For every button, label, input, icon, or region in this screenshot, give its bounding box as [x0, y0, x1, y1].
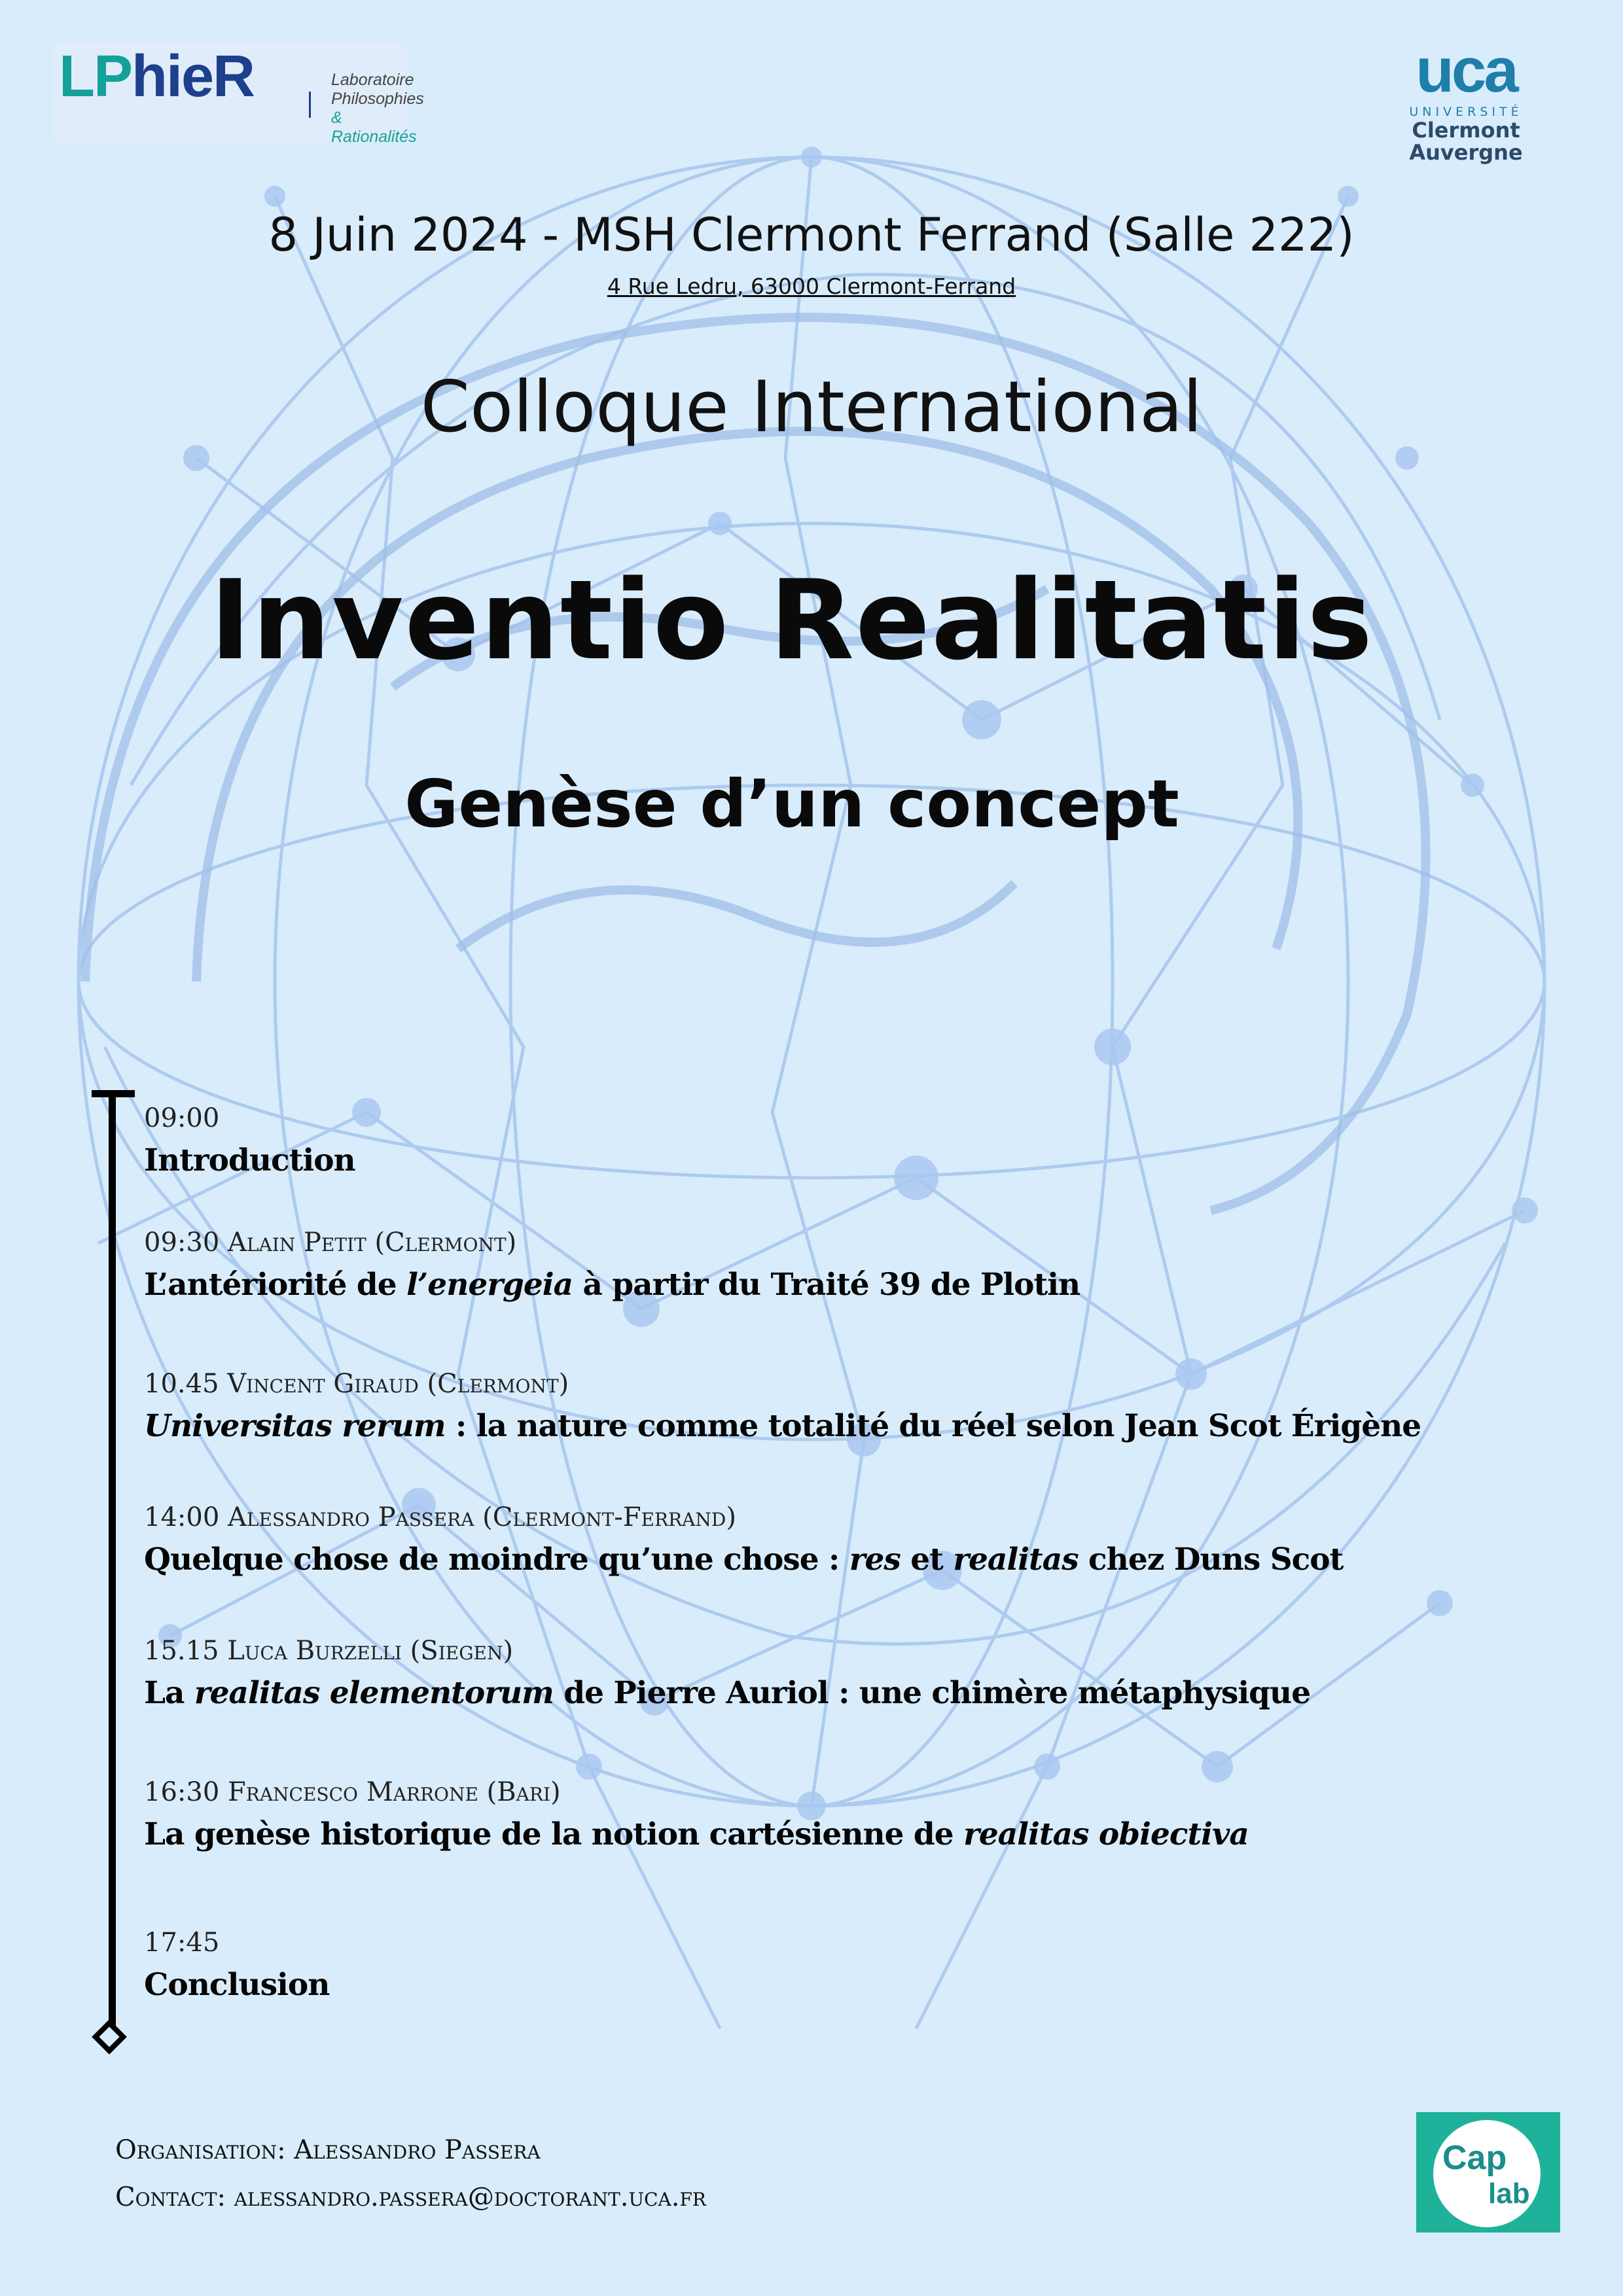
program-item-7 [144, 1928, 1584, 2003]
uca-auvergne: Auvergne [1409, 140, 1523, 165]
item-talk: Universitas rerum : la nature comme totalité du réel selon Jean Scot Érigène [144, 1408, 1421, 1444]
lphier-wordmark: LPhieR [59, 44, 255, 109]
item-time: 09:00 [144, 1103, 220, 1133]
item-time: 15.15 [144, 1636, 219, 1666]
lphier-logo [54, 43, 424, 146]
program-item-2 [144, 1227, 1584, 1303]
item-speaker: Alessandro Passera (Clermont-Ferrand) [228, 1502, 736, 1532]
item-time: 09:30 [144, 1227, 220, 1258]
program-item-1 [144, 1103, 1584, 1178]
event-title: Inventio Realitatis [209, 556, 1374, 684]
item-speaker: Francesco Marrone (Bari) [228, 1777, 561, 1807]
item-talk: L’antériorité de l’energeia à partir du Traité 39 de Plotin [144, 1267, 1080, 1303]
event-subtitle: Genèse d’un concept [404, 766, 1179, 842]
item-talk: La realitas elementorum de Pierre Auriol : une chimère métaphysique [144, 1675, 1311, 1711]
contact-line[interactable]: Contact: alessandro.passera@doctorant.uca.fr [115, 2182, 706, 2212]
item-speaker: Alain Petit (Clermont) [228, 1227, 517, 1258]
lphier-subtitle: Laboratoire Philosophies & Rationalités [331, 71, 424, 146]
event-type: Colloque International [420, 366, 1203, 448]
item-talk: Introduction [144, 1142, 355, 1178]
logo-separator [309, 92, 311, 118]
uca-clermont: Clermont [1412, 118, 1520, 143]
item-time: 10.45 [144, 1369, 219, 1399]
item-speaker: Luca Burzelli (Siegen) [227, 1636, 514, 1666]
item-talk: Conclusion [144, 1967, 330, 2003]
venue-address[interactable]: 4 Rue Ledru, 63000 Clermont-Ferrand [607, 274, 1016, 299]
item-time: 14:00 [144, 1502, 220, 1532]
program-item-4 [144, 1502, 1584, 1578]
date-venue: 8 Juin 2024 - MSH Clermont Ferrand (Salle 222) [268, 208, 1355, 262]
item-time: 17:45 [144, 1928, 220, 1958]
uca-universite: UNIVERSITÉ [1409, 105, 1523, 119]
program-item-6 [144, 1777, 1584, 1852]
item-speaker: Vincent Giraud (Clermont) [227, 1369, 569, 1399]
item-talk: Quelque chose de moindre qu’une chose : res et realitas chez Duns Scot [144, 1542, 1344, 1578]
program-item-5 [144, 1636, 1584, 1711]
footer-info [115, 2127, 706, 2221]
caplab-cap-text: Cap [1442, 2139, 1507, 2177]
timeline-line [109, 1091, 116, 2040]
caplab-logo [1416, 2112, 1560, 2233]
uca-wordmark: uca [1416, 35, 1516, 105]
item-talk: La genèse historique de la notion cartésienne de realitas obiectiva [144, 1816, 1249, 1852]
organisation-line: Organisation: Alessandro Passera [115, 2135, 541, 2165]
item-time: 16:30 [144, 1777, 220, 1807]
program-item-3 [144, 1369, 1584, 1444]
caplab-lab-text: lab [1488, 2178, 1530, 2210]
uca-logo [1400, 35, 1531, 165]
